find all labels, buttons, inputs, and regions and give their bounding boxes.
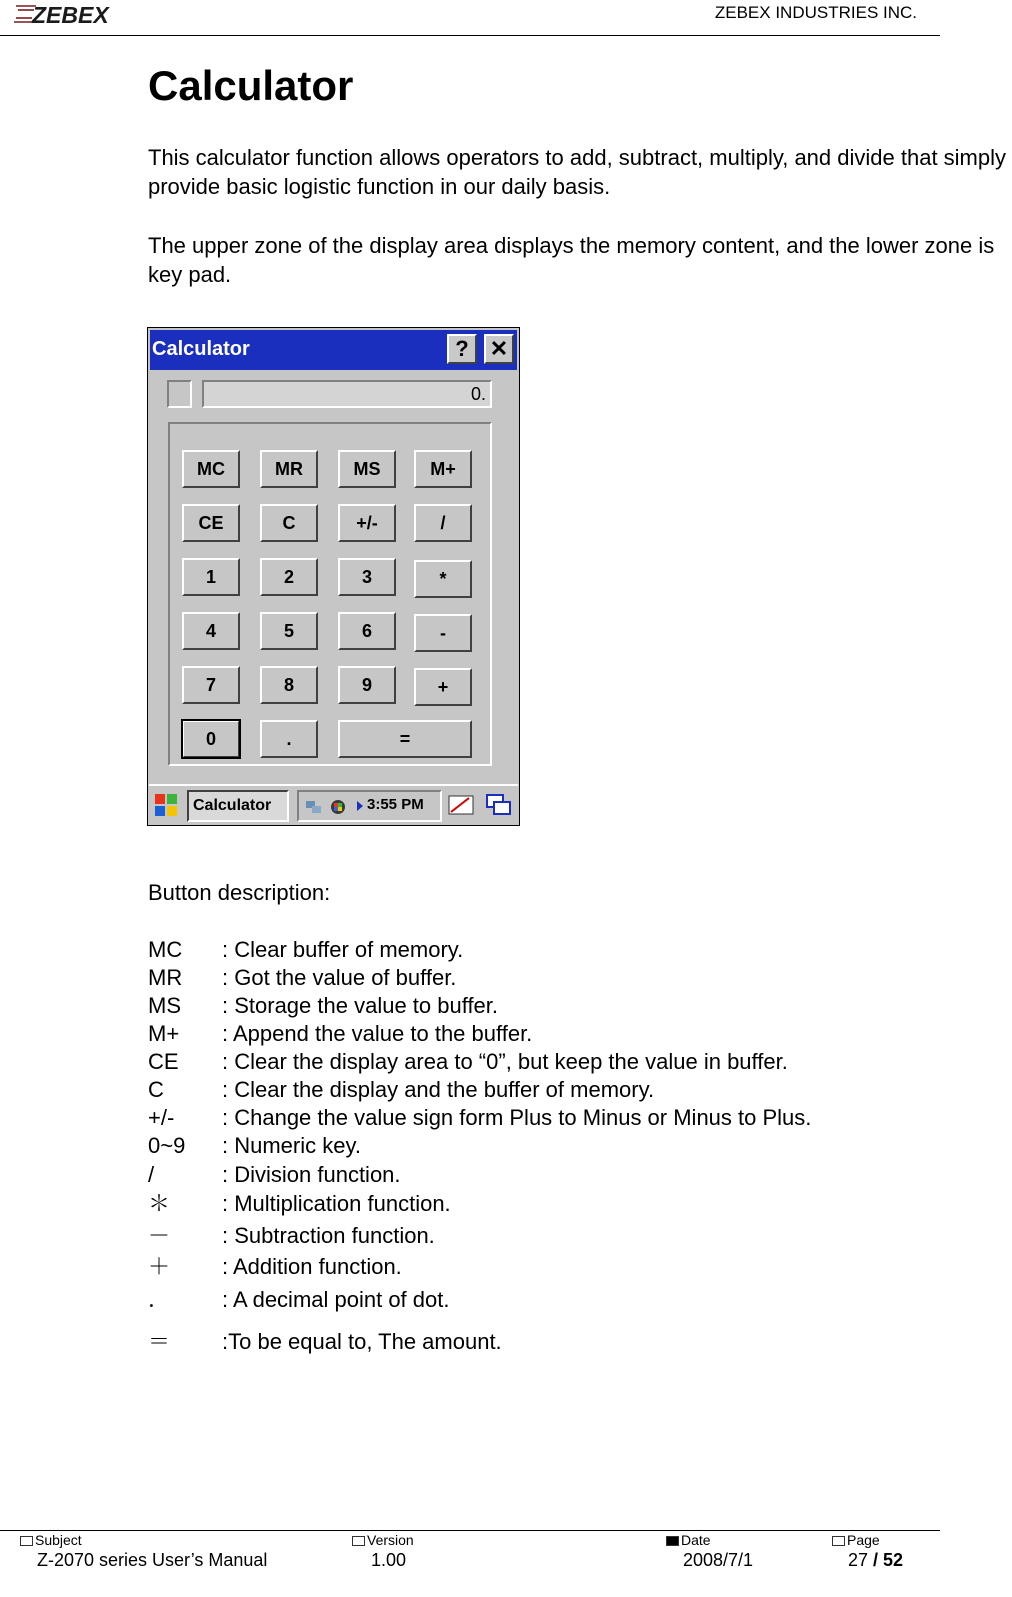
description-text: : Clear buffer of memory.: [222, 937, 464, 962]
tray-arrow-icon[interactable]: [357, 801, 363, 811]
key-8[interactable]: 8: [260, 666, 318, 704]
description-text: :To be equal to, The amount.: [222, 1329, 502, 1354]
description-key: ＊: [148, 1191, 171, 1216]
footer-date-label: [666, 1532, 711, 1548]
taskbar: [149, 784, 518, 824]
description-key: MS: [148, 993, 181, 1018]
page-total: / 52: [873, 1550, 904, 1570]
book-icon: [832, 1536, 845, 1546]
page-title: Calculator: [148, 62, 354, 109]
subject-label-text: Subject: [35, 1532, 82, 1548]
description-key: +/-: [148, 1105, 175, 1130]
description-text: : Addition function.: [222, 1254, 402, 1279]
description-key: MR: [148, 965, 183, 990]
key-add[interactable]: +: [414, 668, 472, 706]
footer-subject-label: [20, 1532, 82, 1548]
key-4[interactable]: 4: [182, 612, 240, 650]
folder-icon: [20, 1536, 33, 1546]
key-7[interactable]: 7: [182, 666, 240, 704]
description-text: : Multiplication function.: [222, 1191, 451, 1216]
footer-rule: [0, 1530, 940, 1531]
calculator-screenshot: [147, 327, 520, 826]
description-key: 0~9: [148, 1133, 186, 1158]
description-key: ＝: [148, 1329, 171, 1354]
keypad: [168, 422, 492, 766]
description-text: : Clear the display area to “0”, but keep the value in buffer.: [222, 1049, 788, 1074]
key-divide[interactable]: /: [414, 504, 472, 542]
description-text: : Append the value to the buffer.: [222, 1021, 533, 1046]
description-key: CE: [148, 1049, 179, 1074]
key-ce[interactable]: CE: [182, 504, 240, 542]
description-text: : Subtraction function.: [222, 1223, 435, 1248]
footer-subject-value: Z-2070 series User’s Manual: [37, 1550, 268, 1570]
version-label-text: Version: [367, 1532, 414, 1548]
description-key: M+: [148, 1021, 180, 1046]
key-equals[interactable]: =: [338, 720, 472, 758]
key-3[interactable]: 3: [338, 558, 396, 596]
desktop-switch-icon[interactable]: [485, 792, 513, 818]
footer-date-value: 2008/7/1: [683, 1550, 754, 1570]
description-text: : Storage the value to buffer.: [222, 993, 499, 1018]
close-button[interactable]: ✕: [484, 334, 514, 364]
description-text: : Clear the display and the buffer of memory.: [222, 1077, 655, 1102]
key-6[interactable]: 6: [338, 612, 396, 650]
company-name: ZEBEX INDUSTRIES INC.: [714, 3, 917, 22]
taskbar-calculator-button[interactable]: Calculator: [187, 790, 289, 822]
description-key: ．: [148, 1287, 171, 1312]
date-label-text: Date: [681, 1532, 711, 1548]
key-mc[interactable]: MC: [182, 450, 240, 488]
window-titlebar: [150, 330, 517, 370]
key-sign[interactable]: +/-: [338, 504, 396, 542]
key-1[interactable]: 1: [182, 558, 240, 596]
description-text: : Change the value sign form Plus to Minus or Minus to Plus.: [222, 1105, 812, 1130]
system-tray: [297, 790, 442, 822]
calendar-icon: [666, 1536, 679, 1546]
network-icon[interactable]: [305, 798, 323, 816]
button-description-title: Button description:: [148, 880, 331, 905]
key-mr[interactable]: MR: [260, 450, 318, 488]
memory-indicator: [167, 380, 192, 408]
taskbar-clock: 3:55 PM: [367, 796, 424, 813]
header-rule: [0, 35, 940, 36]
description-key: C: [148, 1077, 164, 1102]
description-key: MC: [148, 937, 183, 962]
input-panel-icon[interactable]: [447, 792, 475, 818]
key-decimal[interactable]: .: [260, 720, 318, 758]
description-text: : A decimal point of dot.: [222, 1287, 450, 1312]
footer-page-label: [832, 1532, 880, 1548]
intro-paragraph-1: This calculator function allows operators to add, subtract, multiply, and divide that simply provide basic logistic function in our daily basis.: [148, 145, 1006, 199]
key-ms[interactable]: MS: [338, 450, 396, 488]
key-multiply[interactable]: *: [414, 560, 472, 598]
windows-start-icon[interactable]: [153, 792, 179, 818]
svg-text:ZEBEX: ZEBEX: [32, 2, 109, 26]
key-5[interactable]: 5: [260, 612, 318, 650]
key-m-plus[interactable]: M+: [414, 450, 472, 488]
window-title: Calculator: [152, 338, 250, 360]
footer-page-value: [848, 1550, 903, 1571]
intro-paragraph-2: The upper zone of the display area displays the memory content, and the lower zone is key pad.: [148, 233, 995, 287]
description-text: : Got the value of buffer.: [222, 965, 457, 990]
description-key: －: [148, 1223, 171, 1248]
battery-icon[interactable]: [329, 798, 347, 816]
footer-version-value: 1.00: [371, 1550, 407, 1570]
key-0[interactable]: 0: [182, 720, 240, 758]
footer-version-label: [352, 1532, 414, 1548]
page-label-text: Page: [847, 1532, 880, 1548]
document-icon: [352, 1536, 365, 1546]
help-button[interactable]: ?: [447, 334, 477, 364]
description-key: /: [148, 1162, 155, 1187]
description-key: ＋: [148, 1254, 171, 1279]
description-text: : Numeric key.: [222, 1133, 361, 1158]
description-text: : Division function.: [222, 1162, 401, 1187]
key-subtract[interactable]: -: [414, 614, 472, 652]
key-2[interactable]: 2: [260, 558, 318, 596]
zebex-logo: [14, 2, 136, 26]
calc-display: 0.: [202, 380, 492, 408]
page-current: 27: [848, 1550, 869, 1570]
key-9[interactable]: 9: [338, 666, 396, 704]
key-c[interactable]: C: [260, 504, 318, 542]
